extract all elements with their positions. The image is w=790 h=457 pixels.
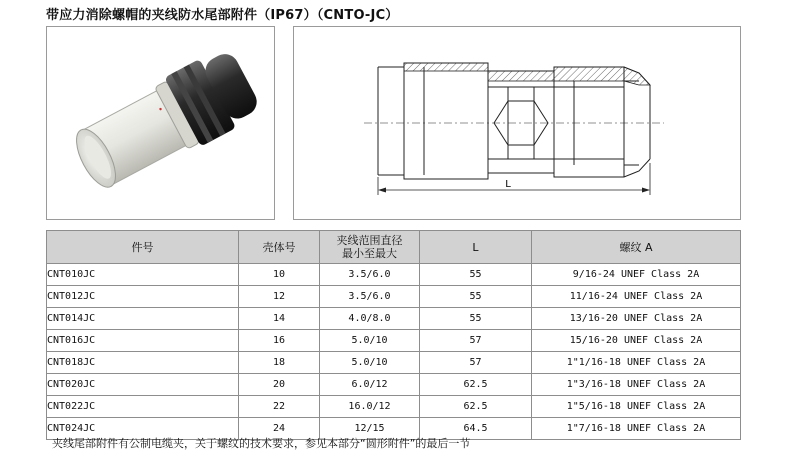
cell-thread: 1"5/16-18 UNEF Class 2A — [532, 396, 741, 418]
header-thread: 螺纹 A — [532, 231, 741, 264]
cell-thread: 13/16-20 UNEF Class 2A — [532, 308, 741, 330]
cell-shell-size: 12 — [239, 286, 320, 308]
cell-clamp-range: 5.0/10 — [320, 330, 420, 352]
cell-shell-size: 10 — [239, 264, 320, 286]
dimension-label: L — [505, 179, 511, 190]
table-row — [47, 308, 741, 330]
product-photo — [46, 26, 275, 220]
header-shell-size: 壳体号 — [239, 231, 320, 264]
cell-clamp-range: 6.0/12 — [320, 374, 420, 396]
cell-length: 55 — [420, 308, 532, 330]
header-clamp-line1: 夹线范围直径 — [336, 234, 403, 247]
table-header-row — [47, 231, 741, 264]
cell-part-no: CNT010JC — [47, 264, 239, 286]
cell-length: 64.5 — [420, 418, 532, 440]
cell-shell-size: 24 — [239, 418, 320, 440]
table-row — [47, 264, 741, 286]
cell-thread: 1"1/16-18 UNEF Class 2A — [532, 352, 741, 374]
cell-thread: 11/16-24 UNEF Class 2A — [532, 286, 741, 308]
cell-part-no: CNT016JC — [47, 330, 239, 352]
cell-length: 62.5 — [420, 396, 532, 418]
cell-length: 55 — [420, 286, 532, 308]
cell-clamp-range: 16.0/12 — [320, 396, 420, 418]
cell-length: 55 — [420, 264, 532, 286]
cell-length: 57 — [420, 330, 532, 352]
cell-clamp-range: 12/15 — [320, 418, 420, 440]
cell-thread: 15/16-20 UNEF Class 2A — [532, 330, 741, 352]
cell-part-no: CNT012JC — [47, 286, 239, 308]
cell-part-no: CNT014JC — [47, 308, 239, 330]
table-row — [47, 330, 741, 352]
table-row — [47, 286, 741, 308]
header-clamp-line2: 最小至最大 — [342, 247, 397, 260]
cell-clamp-range: 4.0/8.0 — [320, 308, 420, 330]
cell-clamp-range: 3.5/6.0 — [320, 264, 420, 286]
cell-shell-size: 18 — [239, 352, 320, 374]
header-length: L — [420, 231, 532, 264]
header-clamp-range — [320, 231, 420, 264]
cell-length: 57 — [420, 352, 532, 374]
table-row — [47, 352, 741, 374]
cell-length: 62.5 — [420, 374, 532, 396]
spec-table — [46, 230, 741, 440]
cell-clamp-range: 5.0/10 — [320, 352, 420, 374]
cell-thread: 1"7/16-18 UNEF Class 2A — [532, 418, 741, 440]
cell-clamp-range: 3.5/6.0 — [320, 286, 420, 308]
header-part-no: 件号 — [47, 231, 239, 264]
cell-thread: 9/16-24 UNEF Class 2A — [532, 264, 741, 286]
cell-part-no: CNT020JC — [47, 374, 239, 396]
cell-shell-size: 20 — [239, 374, 320, 396]
cell-shell-size: 22 — [239, 396, 320, 418]
footnote: 夹线尾部附件有公制电缆夹，关于螺纹的技术要求，参见本部分“圆形附件”的最后一节 — [52, 437, 471, 450]
cell-shell-size: 16 — [239, 330, 320, 352]
cell-shell-size: 14 — [239, 308, 320, 330]
cell-part-no: CNT022JC — [47, 396, 239, 418]
cell-part-no: CNT018JC — [47, 352, 239, 374]
cell-part-no: CNT024JC — [47, 418, 239, 440]
page-title: 带应力消除螺帽的夹线防水尾部附件（IP67）（CNTO-JC） — [46, 8, 399, 23]
table-row — [47, 396, 741, 418]
cell-thread: 1"3/16-18 UNEF Class 2A — [532, 374, 741, 396]
table-row — [47, 374, 741, 396]
technical-drawing — [293, 26, 741, 220]
